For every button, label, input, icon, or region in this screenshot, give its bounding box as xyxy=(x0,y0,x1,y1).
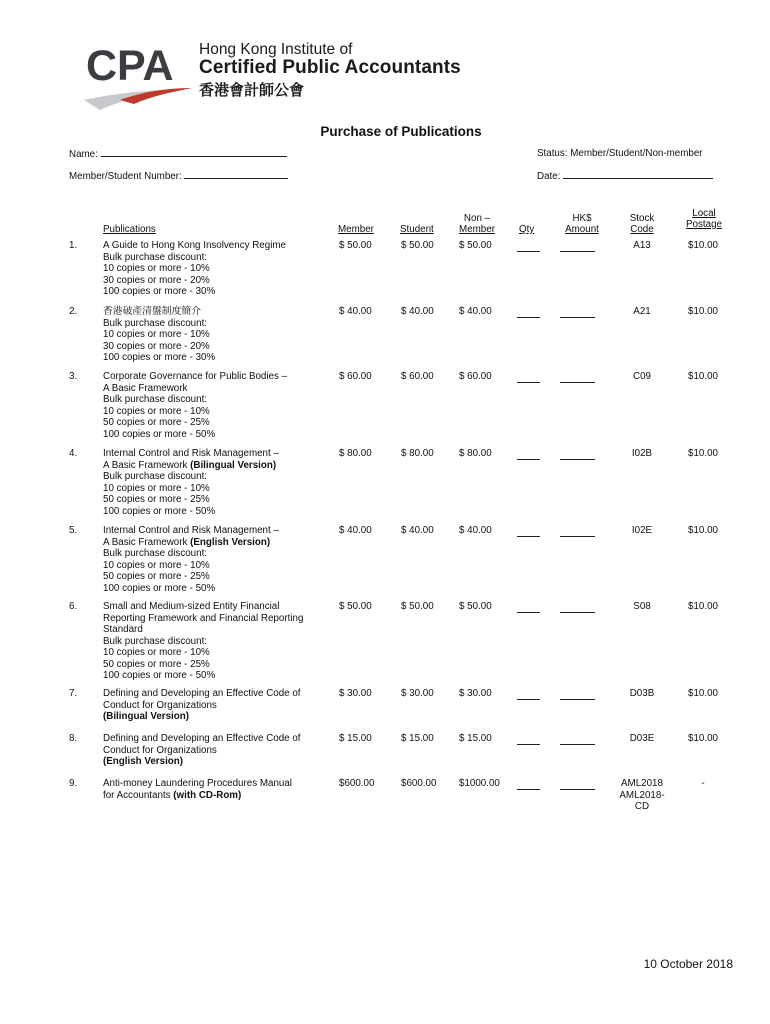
price-student: $ 30.00 xyxy=(401,688,434,699)
description-line xyxy=(103,601,303,613)
description-text: Bulk purchase discount: xyxy=(103,471,208,482)
description-line xyxy=(103,613,303,625)
publication-description xyxy=(103,306,215,364)
description-line xyxy=(103,548,279,560)
publication-description xyxy=(103,240,286,298)
description-text: Corporate Governance for Public Bodies – xyxy=(103,371,288,382)
description-text: Standard xyxy=(103,624,143,635)
local-postage: $10.00 xyxy=(688,601,718,612)
description-bold: (Bilingual Version) xyxy=(190,459,277,471)
status-label: Status: Member/Student/Non-member xyxy=(537,148,703,159)
description-text: 30 copies or more - 20% xyxy=(103,340,210,352)
price-student: $ 40.00 xyxy=(401,306,434,317)
header-stock-line1: Stock xyxy=(629,213,655,224)
description-line xyxy=(103,525,279,537)
member-number-field[interactable] xyxy=(69,170,288,182)
local-postage: $10.00 xyxy=(688,371,718,382)
description-text: 50 copies or more - 25% xyxy=(103,571,210,582)
row-number: 8. xyxy=(69,733,78,744)
publication-description xyxy=(103,688,301,723)
description-line xyxy=(103,275,286,287)
price-non-member: $ 40.00 xyxy=(459,306,492,317)
description-line xyxy=(103,778,292,790)
stock-code xyxy=(612,733,672,745)
stock-code-line: A13 xyxy=(633,240,651,251)
price-member: $ 80.00 xyxy=(339,448,372,459)
amount-blank[interactable] xyxy=(560,373,595,383)
cpa-logo-icon xyxy=(82,38,197,116)
name-blank[interactable] xyxy=(101,148,287,157)
description-line xyxy=(103,733,301,745)
description-text: Conduct for Organizations xyxy=(103,744,217,756)
description-line xyxy=(103,286,286,298)
price-non-member: $ 60.00 xyxy=(459,371,492,382)
price-member: $ 60.00 xyxy=(339,371,372,382)
qty-blank[interactable] xyxy=(517,780,540,790)
amount-blank[interactable] xyxy=(560,603,595,613)
stock-code-line: AML2018- xyxy=(619,789,665,801)
price-member: $ 30.00 xyxy=(339,688,372,699)
price-non-member: $1000.00 xyxy=(459,778,500,789)
description-line xyxy=(103,790,292,802)
institute-name-line2: Certified Public Accountants xyxy=(199,57,461,78)
price-non-member: $ 80.00 xyxy=(459,448,492,459)
description-text: Defining and Developing an Effective Code of xyxy=(103,688,301,699)
description-text: Internal Control and Risk Management – xyxy=(103,525,279,536)
stock-code-line: CD xyxy=(634,801,650,812)
description-line xyxy=(103,583,279,595)
price-non-member: $ 40.00 xyxy=(459,525,492,536)
description-line xyxy=(103,352,215,364)
price-student: $ 80.00 xyxy=(401,448,434,459)
header-non-member xyxy=(455,213,499,235)
description-text: 10 copies or more - 10% xyxy=(103,263,210,274)
stock-code-line: AML2018 xyxy=(621,778,663,789)
amount-blank[interactable] xyxy=(560,308,595,318)
institute-name-chinese: 香港會計師公會 xyxy=(199,81,305,99)
price-student: $ 50.00 xyxy=(401,240,434,251)
description-text: Bulk purchase discount: xyxy=(103,251,208,263)
description-line xyxy=(103,636,303,648)
local-postage: $10.00 xyxy=(688,688,718,699)
header-stock-line2: Code xyxy=(630,224,654,235)
publication-description xyxy=(103,778,292,801)
qty-blank[interactable] xyxy=(517,690,540,700)
header-qty: Qty xyxy=(519,224,535,235)
publication-description xyxy=(103,525,279,594)
publication-description xyxy=(103,448,279,517)
description-text: 10 copies or more - 10% xyxy=(103,405,210,417)
row-number: 2. xyxy=(69,306,78,317)
price-member: $ 50.00 xyxy=(339,240,372,251)
description-text: A Basic Framework xyxy=(103,459,191,471)
publication-description xyxy=(103,733,301,768)
description-line xyxy=(103,700,301,712)
description-text: 100 copies or more - 50% xyxy=(103,670,216,681)
description-line xyxy=(103,240,286,252)
description-text: 10 copies or more - 10% xyxy=(103,559,210,571)
description-text: 30 copies or more - 20% xyxy=(103,274,210,286)
price-member: $ 15.00 xyxy=(339,733,372,744)
stock-code xyxy=(612,306,672,318)
description-text: Bulk purchase discount: xyxy=(103,317,208,329)
description-text: Bulk purchase discount: xyxy=(103,635,208,647)
publication-description xyxy=(103,371,287,440)
description-line xyxy=(103,394,287,406)
price-student: $ 60.00 xyxy=(401,371,434,382)
description-text: 50 copies or more - 25% xyxy=(103,494,210,505)
qty-blank[interactable] xyxy=(517,735,540,745)
member-number-label: Member/Student Number: xyxy=(69,171,182,182)
qty-blank[interactable] xyxy=(517,527,540,537)
row-number: 4. xyxy=(69,448,78,459)
description-line xyxy=(103,263,286,275)
stock-code xyxy=(612,601,672,613)
local-postage: $10.00 xyxy=(688,448,718,459)
description-line xyxy=(103,624,303,636)
description-text: 10 copies or more - 10% xyxy=(103,329,210,340)
header-amount xyxy=(560,213,604,235)
stock-code-line: D03E xyxy=(629,733,655,744)
stock-code xyxy=(612,371,672,383)
header-postage-line2: Postage xyxy=(686,219,722,230)
description-line xyxy=(103,429,287,441)
price-student: $ 15.00 xyxy=(401,733,434,744)
row-number: 3. xyxy=(69,371,78,382)
stock-code xyxy=(612,525,672,537)
name-label: Name: xyxy=(69,149,98,160)
stock-code-line: C09 xyxy=(633,371,651,382)
name-field[interactable] xyxy=(69,148,287,160)
header-stock-code xyxy=(620,213,664,235)
description-line xyxy=(103,745,301,757)
local-postage: $10.00 xyxy=(688,306,718,317)
description-text: Anti-money Laundering Procedures Manual xyxy=(103,778,292,789)
description-text: Defining and Developing an Effective Code of xyxy=(103,733,301,744)
description-text: 100 copies or more - 50% xyxy=(103,428,216,440)
description-text: Conduct for Organizations xyxy=(103,699,217,711)
description-line xyxy=(103,318,215,330)
row-number: 7. xyxy=(69,688,78,699)
price-non-member: $ 50.00 xyxy=(459,601,492,612)
amount-blank[interactable] xyxy=(560,690,595,700)
description-text: 50 copies or more - 25% xyxy=(103,417,210,428)
description-line xyxy=(103,756,301,768)
description-text: 100 copies or more - 50% xyxy=(103,505,216,517)
description-bold: (English Version) xyxy=(103,756,184,767)
description-line xyxy=(103,670,303,682)
page-title: Purchase of Publications xyxy=(320,124,482,139)
description-line xyxy=(103,252,286,264)
price-student: $ 50.00 xyxy=(401,601,434,612)
amount-blank[interactable] xyxy=(560,450,595,460)
row-number: 1. xyxy=(69,240,78,251)
price-member: $600.00 xyxy=(339,778,375,789)
description-text: A Guide to Hong Kong Insolvency Regime xyxy=(103,240,286,251)
description-line xyxy=(103,560,279,572)
stock-code xyxy=(612,240,672,252)
price-student: $ 40.00 xyxy=(401,525,434,536)
price-member: $ 40.00 xyxy=(339,525,372,536)
price-member: $ 40.00 xyxy=(339,306,372,317)
publication-description xyxy=(103,601,303,682)
description-line xyxy=(103,688,301,700)
stock-code xyxy=(612,448,672,460)
description-text: for Accountants xyxy=(103,789,174,801)
row-number: 9. xyxy=(69,778,78,789)
description-text: 100 copies or more - 30% xyxy=(103,352,216,363)
description-text: 50 copies or more - 25% xyxy=(103,658,210,670)
description-text: 10 copies or more - 10% xyxy=(103,482,210,494)
qty-blank[interactable] xyxy=(517,242,540,252)
description-line xyxy=(103,460,279,472)
qty-blank[interactable] xyxy=(517,373,540,383)
local-postage: $10.00 xyxy=(688,240,718,251)
stock-code-line: S08 xyxy=(633,601,651,612)
stock-code xyxy=(612,778,672,813)
stock-code-line: I02E xyxy=(631,525,653,536)
description-line xyxy=(103,448,279,460)
price-non-member: $ 30.00 xyxy=(459,688,492,699)
local-postage: - xyxy=(701,778,705,789)
description-line xyxy=(103,571,279,583)
description-text: 香港破產清盤制度簡介 xyxy=(103,306,201,317)
description-line xyxy=(103,483,279,495)
member-number-blank[interactable] xyxy=(184,170,288,179)
description-text: 100 copies or more - 30% xyxy=(103,286,216,297)
description-text: 10 copies or more - 10% xyxy=(103,647,210,658)
description-text: Reporting Framework and Financial Reporting xyxy=(103,612,304,624)
price-member: $ 50.00 xyxy=(339,601,372,612)
amount-blank[interactable] xyxy=(560,527,595,537)
amount-blank[interactable] xyxy=(560,735,595,745)
amount-blank[interactable] xyxy=(560,780,595,790)
qty-blank[interactable] xyxy=(517,308,540,318)
footer-date: 10 October 2018 xyxy=(643,957,733,971)
description-line xyxy=(103,506,279,518)
price-non-member: $ 15.00 xyxy=(459,733,492,744)
price-non-member: $ 50.00 xyxy=(459,240,492,251)
description-line xyxy=(103,537,279,549)
description-bold: (Bilingual Version) xyxy=(103,711,190,722)
stock-code-line: A21 xyxy=(633,306,651,317)
qty-blank[interactable] xyxy=(517,603,540,613)
description-line xyxy=(103,383,287,395)
description-line xyxy=(103,406,287,418)
description-line xyxy=(103,341,215,353)
stock-code-line: I02B xyxy=(631,448,653,459)
description-bold: (English Version) xyxy=(190,536,271,548)
header-amount-line2: Amount xyxy=(565,224,599,235)
description-text: Bulk purchase discount: xyxy=(103,394,208,405)
description-line xyxy=(103,659,303,671)
description-text: Small and Medium-sized Entity Financial xyxy=(103,601,280,612)
header-non-member-line1: Non – xyxy=(463,213,491,224)
description-line xyxy=(103,417,287,429)
description-line xyxy=(103,371,287,383)
logo-abbr: CPA xyxy=(86,42,174,90)
description-line xyxy=(103,306,215,318)
header-non-member-line2: Member xyxy=(459,224,495,235)
local-postage: $10.00 xyxy=(688,525,718,536)
description-text: Bulk purchase discount: xyxy=(103,548,208,559)
description-bold: (with CD-Rom) xyxy=(173,789,242,801)
date-label: Date: xyxy=(537,171,561,182)
description-text: A Basic Framework xyxy=(103,382,188,394)
row-number: 5. xyxy=(69,525,78,536)
header-member: Member xyxy=(338,224,374,235)
institute-logo xyxy=(82,38,482,116)
description-line xyxy=(103,471,279,483)
local-postage: $10.00 xyxy=(688,733,718,744)
description-line xyxy=(103,647,303,659)
amount-blank[interactable] xyxy=(560,242,595,252)
header-amount-line1: HK$ xyxy=(572,213,592,224)
date-field[interactable] xyxy=(537,170,713,182)
header-postage xyxy=(682,208,726,230)
header-postage-line1: Local xyxy=(692,208,716,219)
stock-code-line: D03B xyxy=(629,688,655,699)
header-publications: Publications xyxy=(103,224,156,235)
description-line xyxy=(103,329,215,341)
price-student: $600.00 xyxy=(401,778,437,789)
description-text: A Basic Framework xyxy=(103,536,191,548)
institute-name-line1: Hong Kong Institute of xyxy=(199,41,353,58)
date-blank[interactable] xyxy=(563,170,713,179)
stock-code xyxy=(612,688,672,700)
header-student: Student xyxy=(400,224,434,235)
description-text: Internal Control and Risk Management – xyxy=(103,448,279,459)
row-number: 6. xyxy=(69,601,78,612)
description-line xyxy=(103,711,301,723)
description-text: 100 copies or more - 50% xyxy=(103,582,216,594)
qty-blank[interactable] xyxy=(517,450,540,460)
description-line xyxy=(103,494,279,506)
